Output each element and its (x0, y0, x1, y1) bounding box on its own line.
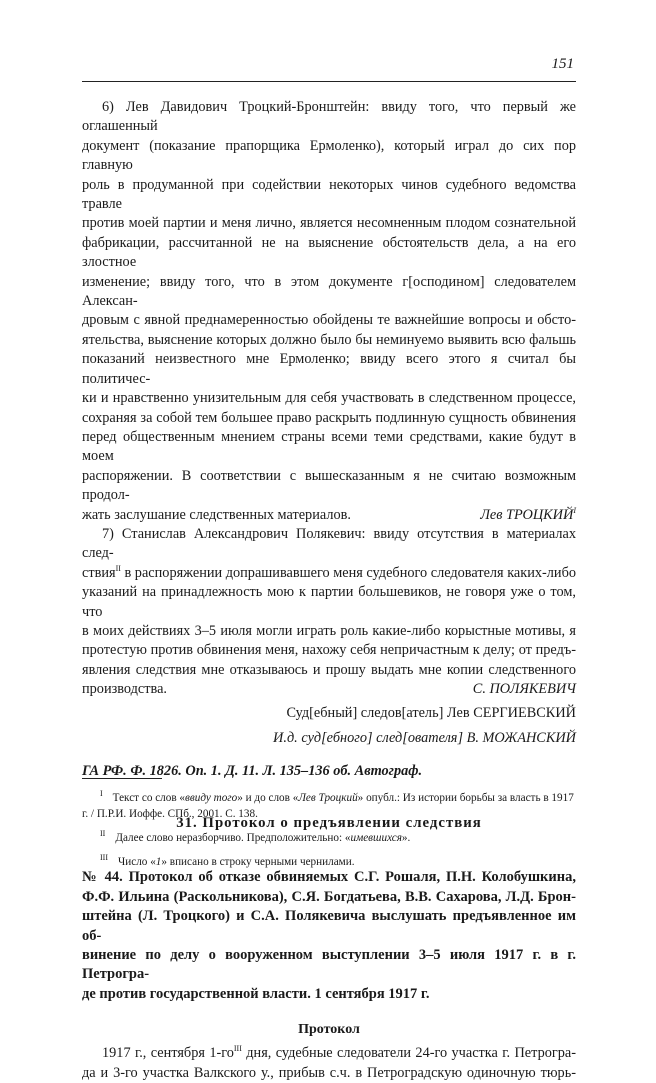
paragraph-6-text (82, 98, 576, 506)
subheading-protocol: Протокол (298, 1022, 360, 1038)
paragraph-6 (82, 98, 576, 525)
paragraph-6-line: перед общественным мнением страны всеми теми средствами, какие будут в моем (82, 428, 576, 465)
footnote-mark: III (233, 1044, 242, 1054)
footnote: $^{II}$ Далее слово неразборчиво. Предположительно: «имевшихся». (100, 829, 411, 844)
paragraph-7-line: протестую против обвинения меня, нахожу себя непричастным к делу; от предъ- (82, 642, 576, 659)
footnote-mark: II (115, 563, 121, 573)
paragraph-6-line: изменение; ввиду того, что в этом документе г[осподином] следователем Алексан- (82, 273, 576, 310)
paragraph-6-line: фабрикации, рассчитанной не на выяснение обстоятельств дела, а на его злостное (82, 234, 576, 271)
paragraph-6-line: сохраняя за собой тем большее право раскрыть подлинную сущность обвинения (82, 409, 576, 426)
document-title (82, 868, 576, 1004)
protocol-line-2: да и 3-го участка Валкского у., прибыв с.ч. в Петроградскую одиночную тюрь- (82, 1064, 576, 1081)
paragraph-6-line: ятельства, выяснение которых должно было бы неминуемо выявить всю фальшь (82, 331, 576, 348)
signature-acting-investigator: И.д. суд[ебного] след[ователя] В. МОЖАНСКИЙ (273, 730, 576, 746)
paragraph-6-line: роль в продуманной при содействии некоторых чинов судебного ведомства травле (82, 176, 576, 213)
paragraph-6-line: дровым с явной преднамеренностью обойдены те важнейшие вопросы и обсто- (82, 312, 576, 329)
paragraph-7-line: 7) Станислав Александрович Полякевич: ввиду отсутствия в материалах след- (82, 525, 576, 562)
document-title-line: винение по делу о вооруженном выступлении 3–5 июля 1917 г. в г. Петрогра- (82, 947, 576, 983)
page-content (82, 98, 576, 1083)
paragraph-7-closing (82, 680, 576, 699)
document-title-line: де против государственной власти. 1 сентября 1917 г. (82, 985, 430, 1002)
footnote-mark: II (100, 829, 106, 839)
archive-reference: ГА РФ. Ф. 1826. Оп. 1. Д. 11. Л. 135–136 об. Автограф. (82, 763, 423, 780)
section-title: 31. Протокол о предъявлении следствия (176, 815, 482, 832)
protocol-line-1: 1917 г., сентября $1-го^{III}$ дня, судебные следователи 24-го участка г. Петрогра- (102, 1044, 576, 1062)
document-title-line: Ф.Ф. Ильина (Раскольникова), С.Я. Богдатьева, В.В. Сахарова, Л.Д. Брон- (82, 888, 576, 905)
protocol-text (82, 1044, 576, 1083)
paragraph-7-line: указаний на принадлежность мою к партии большевиков, не говоря уже о том, что (82, 584, 576, 620)
paragraph-6-line: документ (показание прапорщика Ермоленко), который играл до сих пор главную (82, 137, 576, 174)
paragraph-7-line: в моих действиях 3–5 июля могли играть роль какие-либо корыстные мотивы, я (82, 622, 576, 639)
paragraph-7-last-line: производства. (82, 681, 167, 698)
paragraph-7-line: явления следствия мне отказываюсь и прошу выдать мне копии следственного (82, 661, 576, 678)
paragraph-6-closing (82, 506, 576, 525)
footnote-mark: I (100, 789, 103, 799)
footnote-mark: III (100, 853, 108, 863)
paragraph-7-text (82, 525, 576, 680)
page-number: 151 (551, 56, 574, 72)
footnote: $^{III}$ Число «1» вписано в строку черными чернилами. (100, 853, 355, 868)
footnote: $^I$ Текст со слов «ввиду того» и до слов «Лев Троцкий» опубл.: Из истории борьбы за власть в 1917 г. / П.Р.И. Иоффе. СПб., 2001. С. 138. (82, 789, 574, 820)
footnote-mark: I (573, 505, 576, 515)
paragraph-6-line: 6) Лев Давидович Троцкий-Бронштейн: ввиду того, что первый же оглашенный (82, 99, 576, 135)
signature-investigator: Суд[ебный] следов[атель] Лев СЕРГИЕВСКИЙ (286, 704, 576, 721)
paragraph-6-line: против моей партии и меня лично, является несомненным плодом сознательной (82, 215, 576, 232)
paragraph-7 (82, 525, 576, 700)
paragraph-7-line: ствия$^{II}$ в распоряжении допрашивавшего меня судебного следователя каких-либо (82, 563, 576, 581)
document-title-line: № 44. Протокол об отказе обвиняемых С.Г. Рошаля, П.Н. Колобушкина, (82, 869, 576, 886)
paragraph-6-last-line: жать заслушание следственных материалов. (82, 506, 351, 523)
header-rule (82, 81, 576, 82)
signature-polyakevich: С. ПОЛЯКЕВИЧ (472, 681, 576, 698)
document-title-line: штейна (Л. Троцкого) и С.А. Полякевича выслушать предъявленное им об- (82, 908, 576, 944)
paragraph-6-line: ки и нравственно унизительным для себя участвовать в следственном процессе, (82, 390, 576, 407)
signature-trotsky: Лев $ТРОЦКИЙ^I$ (480, 505, 576, 523)
footnotes (82, 790, 576, 878)
footnote-rule (82, 778, 162, 779)
paragraph-6-line: распоряжении. В соответствии с вышесказанным я не считаю возможным продол- (82, 467, 576, 504)
paragraph-6-line: показаний неизвестного мне Ермоленко; ввиду всего этого я считал бы политичес- (82, 351, 576, 387)
